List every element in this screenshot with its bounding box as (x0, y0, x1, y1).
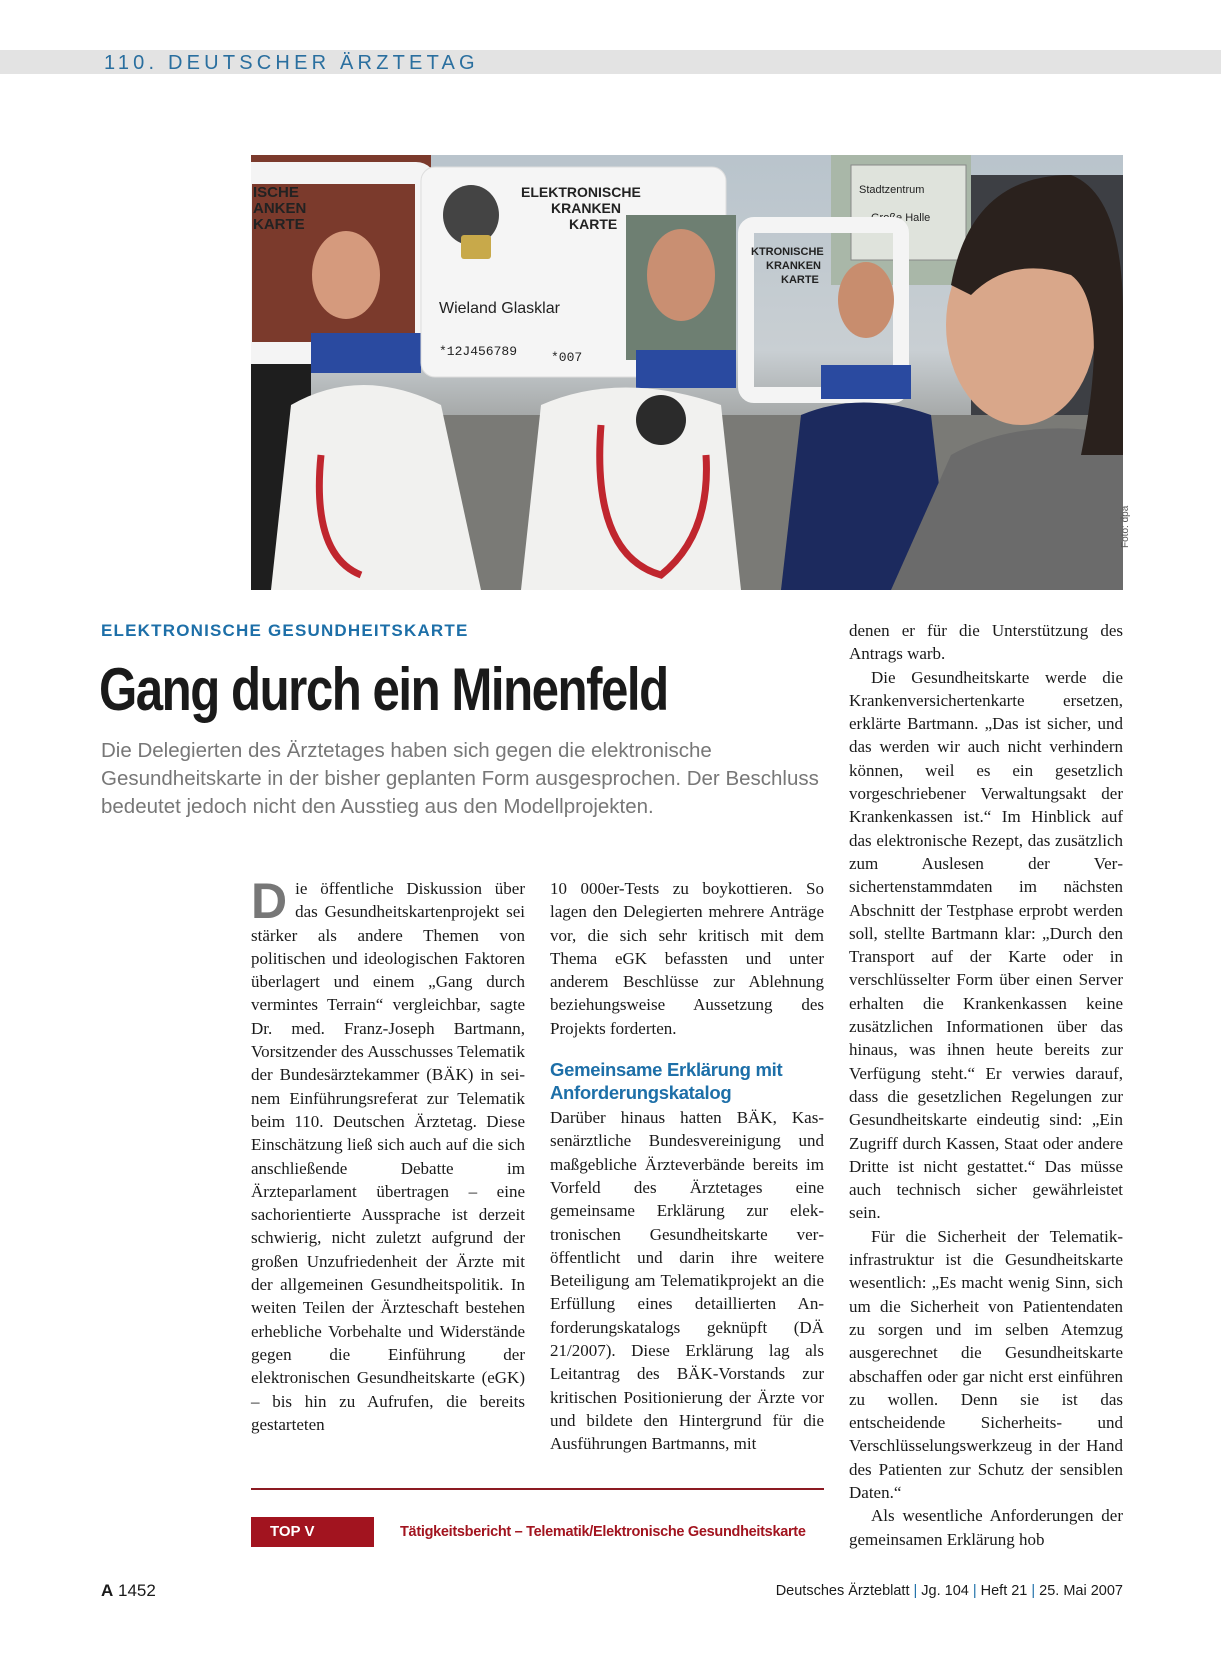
svg-text:KRANKEN: KRANKEN (551, 200, 621, 216)
journal-volume: Jg. 104 (921, 1583, 969, 1599)
svg-text:KTRONISCHE: KTRONISCHE (751, 246, 824, 258)
article-headline: Gang durch ein Minenfeld (99, 656, 668, 723)
svg-text:KARTE: KARTE (781, 274, 819, 286)
column-1-text: ie öffentliche Diskussion über das Gesundheitskartenprojekt sei stärker als andere Themen von politischen und ideologischen Faktoren überlagert und einem „Gang durch vermintes Terrain“ vergleichbar, sagte Dr. med. Franz-Joseph Bartmann, Vorsitzender des Ausschusses Telematik der Bundesärztekammer (BÄK) in seinem Einführungsreferat zur Telematik beim 110. Deutschen Ärztetag. Diese Einschätzung ließ sich auch auf die sich anschließende Debatte im Ärzteparlament übertragen – eine sachorientierte Aussprache ist derzeit schwierig, nicht zuletzt aufgrund der großen Unzufriedenheit der Ärzte mit der allgemeinen Gesundheitspolitik. In weiten Teilen der Ärzteschaft bestehen erhebliche Vorbehalte und Widerstände gegen die Einführung der elektronischen Gesundheitskarte (eGK) – bis hin zu Aufrufen, die bereits gestarteten (251, 879, 525, 1434)
drop-cap: D (251, 873, 288, 929)
eu-stripe-left (311, 333, 421, 373)
section-header: 110. DEUTSCHER ÄRZTETAG (104, 52, 479, 74)
agenda-text: Tätigkeitsbericht – Telematik/Elektronische Gesundheitskarte (400, 1524, 806, 1540)
article-photo (251, 155, 1123, 590)
svg-text:ANKEN: ANKEN (253, 200, 307, 217)
page-number-value: 1452 (118, 1581, 156, 1600)
sign-text-1: Stadtzentrum (859, 184, 925, 196)
card-number: *12J456789 (439, 344, 518, 359)
stethoscope-disc (636, 395, 686, 445)
journal-issue: Heft 21 (980, 1583, 1028, 1599)
journal-name: Deutsches Ärzteblatt (775, 1583, 910, 1599)
journal-info (776, 1583, 1123, 1599)
svg-text:KRANKEN: KRANKEN (766, 260, 821, 272)
card-code: *007 (551, 350, 583, 365)
article-column-1 (251, 873, 525, 1436)
agenda-divider (251, 1488, 824, 1490)
doctor-face-left (312, 231, 380, 319)
article-lead: Die Delegierten des Ärztetages haben sich gegen die elektronische Gesundheitskarte in der bisher geplanten Form ausgesprochen. Der Beschluss bedeutet jedoch nicht den Ausstieg aus den Modellprojekten. (101, 739, 819, 818)
doctor-face-center (647, 229, 715, 321)
column-3-paragraph-2: Die Gesundheitskarte werde die Krankenversichertenkarte ersetzen, erklärte Bartmann. „Das ist sicher, und das werden wir auch nicht verhindern können, weil es ein gesetzlich vorgeschriebener Verwaltungsakt der Krankenkassen ist.“ Im Hinblick auf das elektronische Rezept, das zusätzlich zum Auslesen der Versichertenstammdaten im nächsten Abschnitt der Testphase erprobt werden soll, stellte Bartmann klar: „Durch den Transport auf der Karte oder in verschlüsselter Form über einen Server erhalten die Krankenkassen keine zusätzlichen Informationen über das hinaus, was ihnen heute bereits zur Verfügung steht.“ Er verwies darauf, dass die gesetzlichen Regelungen zur Gesundheitskarte eindeutig sind: „Ein Zugriff durch Kassen, Staat oder andere Dritte ist nicht gestattet.“ Das müsse auch technisch sicher gewährleistet sein. (849, 667, 1123, 1223)
column-2-paragraph-1: 10 000er-Tests zu boykottieren. So lagen den Delegierten mehrere Anträge vor, die sich sehr kritisch mit dem Thema eGK befassten und unter anderem Beschlüsse zur Ablehnung beziehungsweise Aussetzung des Projekts forderten. (550, 879, 824, 1038)
column-3-paragraph-4: Als wesentliche Anforderungen der gemeinsamen Erklärung hob (849, 1506, 1123, 1549)
column-2-paragraph-2: Darüber hinaus hatten BÄK, Kassenärztliche Bundesvereinigung und maßgebliche Ärzteverbände bereits im Vorfeld des Ärztetages eine gemeinsame Erklärung zur elektronischen Gesundheitskarte veröffentlicht und darin ihre weitere Beteiligung am Telematikprojekt an die Erfüllung eines detaillierten Anforderungskatalogs geknüpft (DÄ 21/2007). Diese Erklärung lag als Leitantrag des BÄK-Vorstands zur kritischen Positionierung der Ärzte vor und bildete den Hintergrund für die Ausführungen Bartmanns, mit (550, 1108, 824, 1454)
card-left-label: ISCHE (253, 184, 299, 201)
article-column-3 (849, 619, 1123, 1551)
eu-stripe-center (636, 350, 736, 388)
svg-text:ELEKTRONISCHE: ELEKTRONISCHE (521, 184, 641, 200)
separator: | (913, 1583, 918, 1599)
sign-text-2: Große Halle (871, 212, 931, 224)
svg-text:KARTE: KARTE (253, 216, 305, 233)
photo-credit: Foto: dpa (1120, 505, 1131, 548)
doctor-face-right (838, 262, 894, 338)
separator: | (1031, 1583, 1036, 1599)
article-kicker: ELEKTRONISCHE GESUNDHEITSKARTE (101, 621, 469, 640)
svg-text:KARTE: KARTE (569, 216, 618, 232)
journal-date: 25. Mai 2007 (1039, 1583, 1123, 1599)
page-number (101, 1581, 156, 1601)
eu-stripe-right (821, 365, 911, 399)
column-3-paragraph-1: denen er für die Unterstützung des Antrags warb. (849, 621, 1123, 664)
page-prefix: A (101, 1581, 114, 1600)
column-3-paragraph-3: Für die Sicherheit der Telematikinfrastruktur ist die Gesundheitskarte wesentlich: „Es macht wenig Sinn, sich um die Sicherheit von Patientendaten zu sorgen und im selben Atemzug ausgerechnet die Gesundheitskarte abschaffen oder gar nicht erst einführen zu wollen. Denn sie ist das entscheidende Sicherheits- und Verschlüsselungswerkzeug in der Hand des Patienten zur Schutz der sensiblen Daten.“ (849, 1226, 1123, 1502)
photo-illustration (251, 155, 1123, 590)
separator: | (972, 1583, 977, 1599)
agenda-badge: TOP V (251, 1517, 374, 1547)
card-name: Wieland Glasklar (439, 300, 560, 317)
article-column-2 (550, 877, 824, 1456)
article-subhead: Gemeinsame Erklärung mit Anforderungskatalog (550, 1059, 783, 1104)
chip (461, 235, 491, 259)
